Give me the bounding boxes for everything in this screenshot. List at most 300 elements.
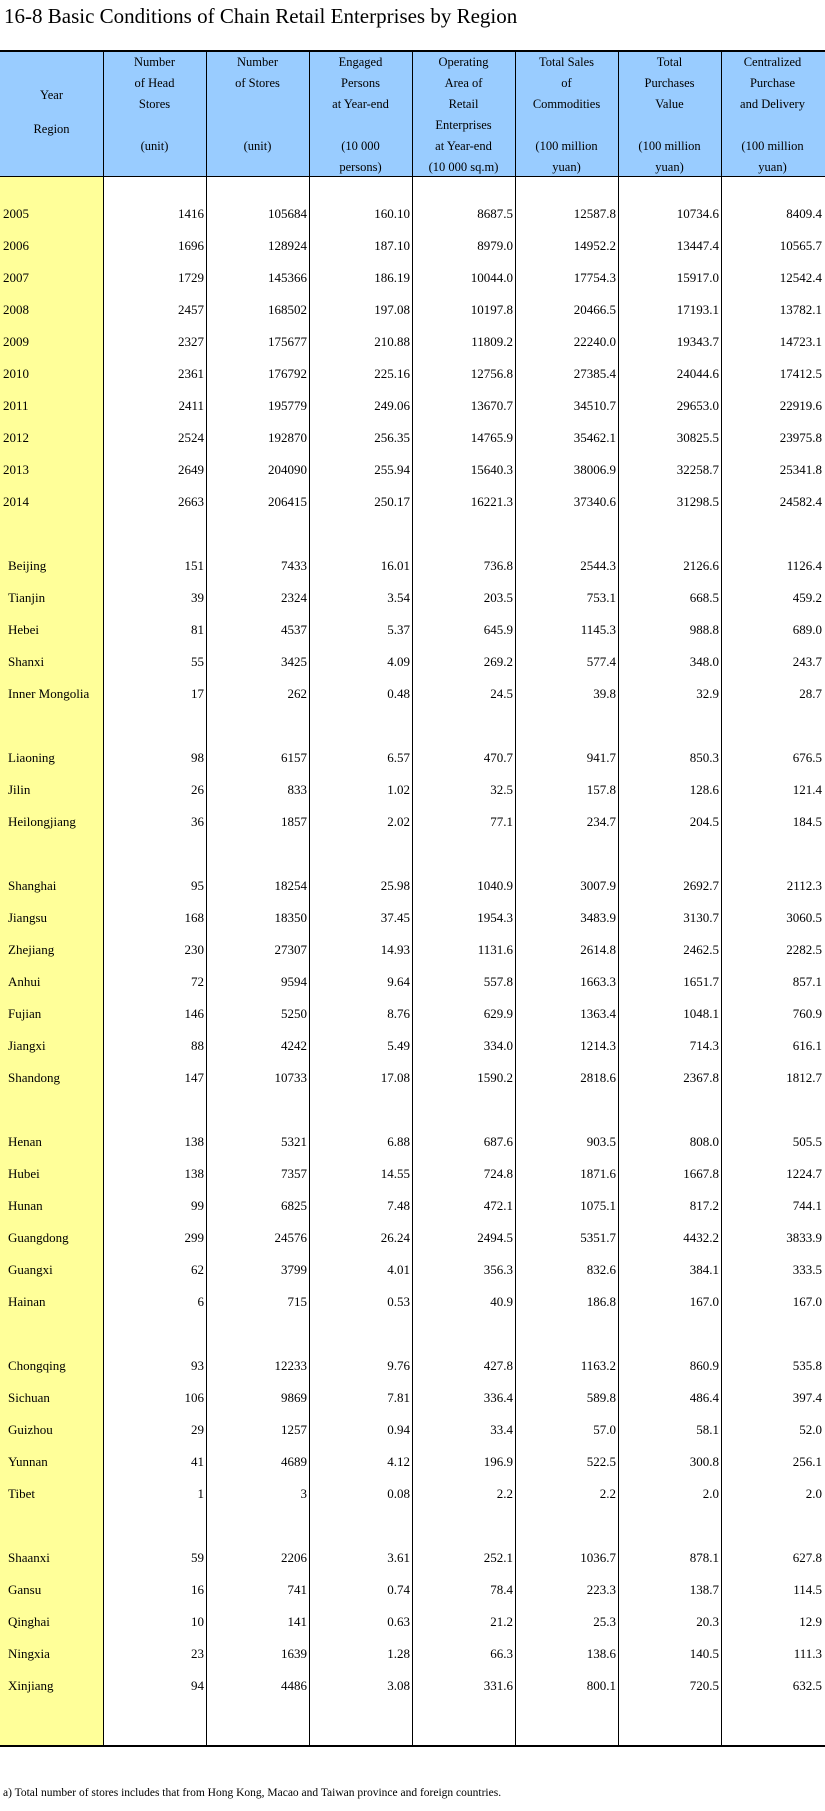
table-cell: 94: [191, 1678, 204, 1693]
table-cell: 2.02: [387, 814, 410, 829]
table-cell: 1131.6: [477, 942, 513, 957]
table-cell: 10044.0: [470, 270, 513, 285]
table-cell: 176792: [268, 366, 307, 381]
table-cell: 13670.7: [470, 398, 513, 413]
table-row: [0, 1134, 825, 1156]
table-cell: 3833.9: [786, 1230, 822, 1245]
table-cell: 10: [191, 1614, 204, 1629]
column-header-line: Area of: [444, 76, 483, 90]
table-cell: 1696: [178, 238, 204, 253]
table-cell: 18350: [274, 910, 307, 925]
table-cell: 57.0: [593, 1422, 616, 1437]
table-cell: 331.6: [483, 1678, 513, 1693]
table-cell: 4.01: [387, 1262, 410, 1277]
table-cell: 55: [191, 654, 204, 669]
region-label: Liaoning: [8, 750, 55, 765]
column-header-line: of: [561, 76, 572, 90]
table-cell: 52.0: [799, 1422, 822, 1437]
table-cell: 30825.5: [676, 430, 719, 445]
table-cell: 8409.4: [786, 206, 822, 221]
table-cell: 9869: [281, 1390, 307, 1405]
column-header-line: Purchases: [644, 76, 695, 90]
column-header-line: Purchase: [749, 76, 796, 90]
table-cell: 1729: [178, 270, 204, 285]
region-label: Hainan: [8, 1294, 46, 1309]
table-cell: 34510.7: [573, 398, 616, 413]
table-cell: 2614.8: [580, 942, 616, 957]
table-row: [0, 942, 825, 964]
table-cell: 736.8: [483, 558, 513, 573]
table-cell: 10565.7: [779, 238, 822, 253]
table-cell: 197.08: [374, 302, 410, 317]
year-label: 2009: [3, 334, 29, 349]
table-cell: 903.5: [586, 1134, 616, 1149]
table-cell: 6.88: [387, 1134, 410, 1149]
table-cell: 9594: [281, 974, 307, 989]
table-cell: 3.61: [387, 1550, 410, 1565]
table-cell: 121.4: [792, 782, 822, 797]
table-cell: 505.5: [792, 1134, 822, 1149]
table-cell: 760.9: [792, 1006, 822, 1021]
region-label: Zhejiang: [8, 942, 55, 957]
year-label: 2006: [3, 238, 29, 253]
table-cell: 3425: [281, 654, 307, 669]
table-cell: 1651.7: [683, 974, 719, 989]
table-cell: 5321: [281, 1134, 307, 1149]
table-cell: 1954.3: [477, 910, 513, 925]
table-cell: 348.0: [689, 654, 719, 669]
table-cell: 13447.4: [676, 238, 719, 253]
table-cell: 72: [191, 974, 204, 989]
region-label: Fujian: [8, 1006, 42, 1021]
table-cell: 1040.9: [477, 878, 513, 893]
region-label: Guangxi: [8, 1262, 53, 1277]
region-label: Hebei: [8, 622, 40, 637]
table-cell: 299: [184, 1230, 204, 1245]
table-cell: 243.7: [792, 654, 822, 669]
column-header-line: and Delivery: [740, 97, 805, 111]
table-cell: 16221.3: [470, 494, 513, 509]
table-cell: 196.9: [483, 1454, 513, 1469]
region-label: Jilin: [8, 782, 31, 797]
table-cell: 28.7: [799, 686, 822, 701]
table-cell: 168502: [268, 302, 307, 317]
table-cell: 715: [287, 1294, 307, 1309]
table-cell: 26.24: [380, 1230, 410, 1245]
column-header-line: Operating: [438, 55, 489, 69]
table-cell: 384.1: [689, 1262, 719, 1277]
table-cell: 8979.0: [477, 238, 513, 253]
table-cell: 255.94: [374, 462, 410, 477]
table-cell: 23: [191, 1646, 204, 1661]
table-cell: 206415: [268, 494, 307, 509]
table-row: [0, 238, 825, 260]
table-cell: 59: [191, 1550, 204, 1565]
table-cell: 2112.3: [786, 878, 822, 893]
table-cell: 2.2: [496, 1486, 513, 1501]
table-cell: 1163.2: [580, 1358, 616, 1373]
column-header-line: Engaged: [338, 55, 383, 69]
table-cell: 753.1: [586, 590, 616, 605]
table-cell: 1.28: [387, 1646, 410, 1661]
table-cell: 187.10: [374, 238, 410, 253]
table-cell: 1857: [281, 814, 307, 829]
table-cell: 19343.7: [676, 334, 719, 349]
column-header-line: yuan): [655, 160, 684, 174]
table-cell: 589.8: [586, 1390, 616, 1405]
table-cell: 1048.1: [683, 1006, 719, 1021]
table-cell: 860.9: [689, 1358, 719, 1373]
table-cell: 1416: [178, 206, 204, 221]
table-cell: 427.8: [483, 1358, 513, 1373]
table-cell: 66.3: [490, 1646, 513, 1661]
table-cell: 2126.6: [683, 558, 719, 573]
table-cell: 714.3: [689, 1038, 719, 1053]
table-cell: 106: [184, 1390, 204, 1405]
table-cell: 210.88: [374, 334, 410, 349]
region-label: Beijing: [8, 558, 47, 573]
table-cell: 2494.5: [477, 1230, 513, 1245]
column-header-line: [206, 94, 309, 115]
table-cell: 11809.2: [471, 334, 513, 349]
table-row: [0, 1358, 825, 1380]
table-cell: 472.1: [483, 1198, 513, 1213]
column-header: [515, 52, 618, 176]
table-cell: 300.8: [689, 1454, 719, 1469]
table-cell: 4689: [281, 1454, 307, 1469]
table-cell: 12542.4: [779, 270, 822, 285]
table-cell: 24044.6: [676, 366, 719, 381]
table-cell: 741: [287, 1582, 307, 1597]
table-cell: 10733: [274, 1070, 307, 1085]
table-cell: 687.6: [483, 1134, 513, 1149]
column-header-line: (100 million: [535, 139, 598, 153]
table-cell: 2649: [178, 462, 204, 477]
table-cell: 878.1: [689, 1550, 719, 1565]
table-cell: 10197.8: [470, 302, 513, 317]
table-cell: 13782.1: [779, 302, 822, 317]
column-header-line: Commodities: [532, 97, 601, 111]
table-cell: 256.1: [792, 1454, 822, 1469]
table-cell: 58.1: [696, 1422, 719, 1437]
region-label: Yunnan: [8, 1454, 48, 1469]
column-header-line: of Stores: [235, 76, 280, 90]
table-row: [0, 1198, 825, 1220]
region-label: Inner Mongolia: [8, 686, 90, 701]
stub-header-year: Year: [39, 88, 64, 102]
table-cell: 14765.9: [470, 430, 513, 445]
column-header-line: (10 000 sq.m): [428, 160, 499, 174]
table-cell: 17412.5: [779, 366, 822, 381]
footnote: a) Total number of stores includes that from Hong Kong, Macao and Taiwan province and foreign countries.: [3, 1787, 502, 1799]
column-header: [412, 52, 515, 176]
table-cell: 22240.0: [573, 334, 616, 349]
table-cell: 808.0: [689, 1134, 719, 1149]
table-cell: 1363.4: [580, 1006, 616, 1021]
table-cell: 833: [287, 782, 307, 797]
region-label: Anhui: [8, 974, 41, 989]
region-label: Guizhou: [8, 1422, 53, 1437]
table-cell: 7357: [281, 1166, 307, 1181]
table-row: [0, 1166, 825, 1188]
table-cell: 93: [191, 1358, 204, 1373]
table-cell: 744.1: [792, 1198, 822, 1213]
table-cell: 8687.5: [477, 206, 513, 221]
column-header-line: yuan): [552, 160, 581, 174]
table-cell: 17193.1: [676, 302, 719, 317]
table-cell: 557.8: [483, 974, 513, 989]
table-cell: 105684: [268, 206, 307, 221]
table-cell: 252.1: [483, 1550, 513, 1565]
table-cell: 6825: [281, 1198, 307, 1213]
table-cell: 1: [197, 1486, 204, 1501]
column-header: [206, 52, 309, 176]
column-header-line: yuan): [758, 160, 787, 174]
table-cell: 2.2: [599, 1486, 616, 1501]
year-label: 2005: [3, 206, 29, 221]
table-cell: 7.48: [387, 1198, 410, 1213]
table-cell: 3799: [281, 1262, 307, 1277]
table-row: [0, 206, 825, 228]
table-cell: 168: [184, 910, 204, 925]
table-cell: 2282.5: [786, 942, 822, 957]
table-cell: 0.74: [387, 1582, 410, 1597]
column-header: [721, 52, 824, 176]
region-label: Hunan: [8, 1198, 43, 1213]
table-cell: 1145.3: [580, 622, 616, 637]
table-cell: 4432.2: [683, 1230, 719, 1245]
table-cell: 27307: [274, 942, 307, 957]
table-cell: 3130.7: [683, 910, 719, 925]
table-cell: 269.2: [483, 654, 513, 669]
table-cell: 522.5: [586, 1454, 616, 1469]
table-cell: 3483.9: [580, 910, 616, 925]
table-cell: 32.5: [490, 782, 513, 797]
table-cell: 7433: [281, 558, 307, 573]
table-cell: 5.49: [387, 1038, 410, 1053]
table-cell: 186.8: [586, 1294, 616, 1309]
column-header-line: Total: [656, 55, 683, 69]
table-cell: 9.76: [387, 1358, 410, 1373]
table-cell: 16.01: [380, 558, 410, 573]
table-cell: 577.4: [586, 654, 616, 669]
region-label: Qinghai: [8, 1614, 50, 1629]
table-cell: 78.4: [490, 1582, 513, 1597]
table-cell: 147: [184, 1070, 204, 1085]
table-cell: 25341.8: [779, 462, 822, 477]
table-cell: 5351.7: [580, 1230, 616, 1245]
table-cell: 138.6: [586, 1646, 616, 1661]
table-cell: 2327: [178, 334, 204, 349]
table-cell: 24.5: [490, 686, 513, 701]
table-cell: 192870: [268, 430, 307, 445]
table-cell: 1075.1: [580, 1198, 616, 1213]
region-label: Xinjiang: [8, 1678, 54, 1693]
table-cell: 167.0: [792, 1294, 822, 1309]
table-cell: 184.5: [792, 814, 822, 829]
table-row: [0, 1678, 825, 1700]
table-cell: 20466.5: [573, 302, 616, 317]
column-header-line: Enterprises: [435, 118, 492, 132]
table-cell: 0.63: [387, 1614, 410, 1629]
table-row: [0, 1038, 825, 1060]
table-cell: 689.0: [792, 622, 822, 637]
column-header-line: (100 million: [638, 139, 701, 153]
table-row: [0, 1646, 825, 1668]
table-cell: 27385.4: [573, 366, 616, 381]
table-cell: 1224.7: [786, 1166, 822, 1181]
region-label: Shanxi: [8, 654, 45, 669]
table-cell: 99: [191, 1198, 204, 1213]
table-cell: 4.09: [387, 654, 410, 669]
table-cell: 4486: [281, 1678, 307, 1693]
table-cell: 6: [197, 1294, 204, 1309]
table-cell: 141: [287, 1614, 307, 1629]
table-cell: 629.9: [483, 1006, 513, 1021]
column-header-line: Value: [655, 97, 684, 111]
column-header-line: [618, 115, 721, 136]
table-cell: 167.0: [689, 1294, 719, 1309]
table-cell: 249.06: [374, 398, 410, 413]
table-cell: 632.5: [792, 1678, 822, 1693]
column-header: [103, 52, 206, 176]
year-label: 2008: [3, 302, 29, 317]
column-header-line: [103, 115, 206, 136]
table-cell: 334.0: [483, 1038, 513, 1053]
table-cell: 33.4: [490, 1422, 513, 1437]
table-row: [0, 334, 825, 356]
table-cell: 1663.3: [580, 974, 616, 989]
column-header-line: [206, 115, 309, 136]
table-cell: 77.1: [490, 814, 513, 829]
column-header-line: [309, 115, 412, 136]
table-row: [0, 270, 825, 292]
column-header-line: (10 000: [341, 139, 380, 153]
table-cell: 15640.3: [470, 462, 513, 477]
table-cell: 15917.0: [676, 270, 719, 285]
table-cell: 14.55: [380, 1166, 410, 1181]
column-header-line: at Year-end: [435, 139, 492, 153]
table-cell: 724.8: [483, 1166, 513, 1181]
table-cell: 0.53: [387, 1294, 410, 1309]
column-header-line: Retail: [448, 97, 479, 111]
table-row: [0, 1582, 825, 1604]
table-cell: 645.9: [483, 622, 513, 637]
table-row: [0, 910, 825, 932]
table-cell: 470.7: [483, 750, 513, 765]
table-cell: 29: [191, 1422, 204, 1437]
column-header-line: (100 million: [741, 139, 804, 153]
table-row: [0, 686, 825, 708]
table-cell: 225.16: [374, 366, 410, 381]
table-cell: 397.4: [792, 1390, 822, 1405]
page-title: 16-8 Basic Conditions of Chain Retail Enterprises by Region: [4, 4, 518, 28]
table-cell: 175677: [268, 334, 307, 349]
table-cell: 16: [191, 1582, 204, 1597]
table-cell: 22919.6: [779, 398, 822, 413]
table-cell: 5250: [281, 1006, 307, 1021]
table-row: [0, 622, 825, 644]
table-cell: 1257: [281, 1422, 307, 1437]
table-cell: 3.08: [387, 1678, 410, 1693]
table-row: [0, 1390, 825, 1412]
column-header-line: (unit): [140, 139, 169, 153]
table-cell: 35462.1: [573, 430, 616, 445]
table-cell: 17754.3: [573, 270, 616, 285]
table-cell: 146: [184, 1006, 204, 1021]
table-cell: 2361: [178, 366, 204, 381]
table-cell: 356.3: [483, 1262, 513, 1277]
table-cell: 17.08: [380, 1070, 410, 1085]
table-cell: 336.4: [483, 1390, 513, 1405]
column-header-line: [721, 115, 824, 136]
table-cell: 256.35: [374, 430, 410, 445]
table-cell: 817.2: [689, 1198, 719, 1213]
table-cell: 616.1: [792, 1038, 822, 1053]
region-label: Tianjin: [8, 590, 46, 605]
column-header-line: Number: [237, 55, 278, 69]
table-cell: 186.19: [374, 270, 410, 285]
table-cell: 26: [191, 782, 204, 797]
column-header-line: Stores: [138, 97, 171, 111]
table-cell: 39.8: [593, 686, 616, 701]
region-label: Shandong: [8, 1070, 60, 1085]
table-row: [0, 654, 825, 676]
year-label: 2010: [3, 366, 29, 381]
column-header-line: Total Sales: [538, 55, 595, 69]
stub-header-region: Region: [33, 122, 70, 136]
table-row: [0, 1230, 825, 1252]
table-cell: 95: [191, 878, 204, 893]
table-cell: 988.8: [689, 622, 719, 637]
year-label: 2012: [3, 430, 29, 445]
region-label: Hubei: [8, 1166, 40, 1181]
table-cell: 32258.7: [676, 462, 719, 477]
table-cell: 204.5: [689, 814, 719, 829]
column-header-line: [515, 115, 618, 136]
table-cell: 12233: [274, 1358, 307, 1373]
table-cell: 0.08: [387, 1486, 410, 1501]
table-cell: 14.93: [380, 942, 410, 957]
table-cell: 535.8: [792, 1358, 822, 1373]
table-row: [0, 1262, 825, 1284]
table-cell: 832.6: [586, 1262, 616, 1277]
table-cell: 32.9: [696, 686, 719, 701]
table-cell: 857.1: [792, 974, 822, 989]
table-cell: 12587.8: [573, 206, 616, 221]
table-cell: 1126.4: [786, 558, 822, 573]
table-cell: 138: [184, 1134, 204, 1149]
year-label: 2007: [3, 270, 29, 285]
table-cell: 151: [184, 558, 204, 573]
table-cell: 2524: [178, 430, 204, 445]
table-cell: 2.0: [805, 1486, 822, 1501]
year-label: 2011: [3, 398, 29, 413]
region-label: Gansu: [8, 1582, 42, 1597]
table-cell: 0.94: [387, 1422, 410, 1437]
table-cell: 459.2: [792, 590, 822, 605]
table-cell: 7.81: [387, 1390, 410, 1405]
table-cell: 2692.7: [683, 878, 719, 893]
table-cell: 4242: [281, 1038, 307, 1053]
region-label: Tibet: [8, 1486, 35, 1501]
table-cell: 1812.7: [786, 1070, 822, 1085]
table-cell: 81: [191, 622, 204, 637]
table-cell: 114.5: [793, 1582, 822, 1597]
table-cell: 2.0: [702, 1486, 719, 1501]
table-cell: 333.5: [792, 1262, 822, 1277]
table-cell: 88: [191, 1038, 204, 1053]
